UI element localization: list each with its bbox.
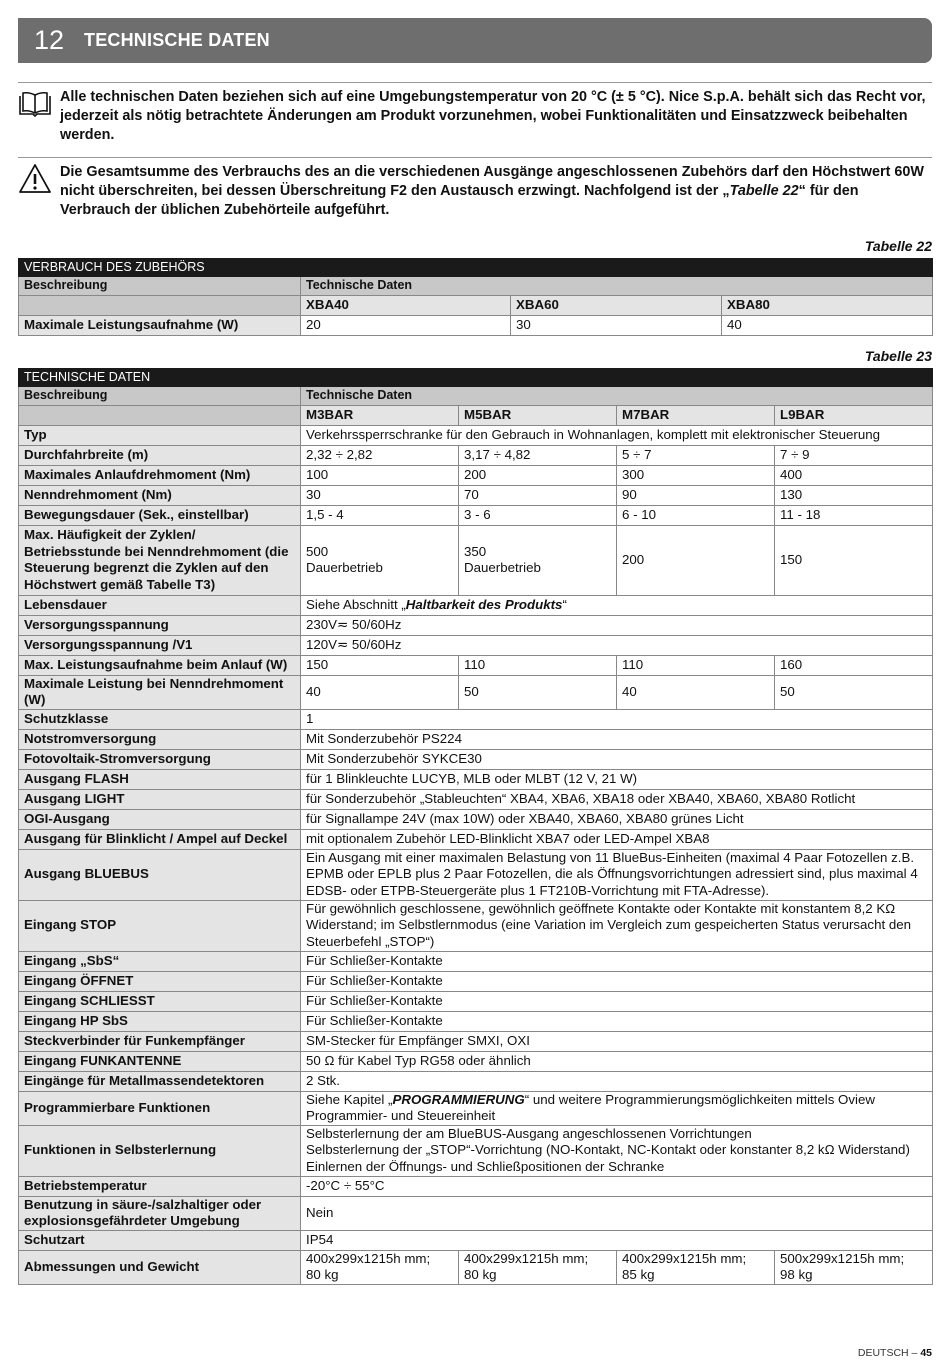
row-value: Für Schließer-Kontakte [301, 971, 933, 991]
table-row [19, 1230, 933, 1250]
row-label: Typ [19, 425, 301, 445]
row-value: 110 [459, 655, 617, 675]
row-value: 40 [722, 315, 933, 335]
table-row [19, 505, 933, 525]
table22-section-title: VERBRAUCH DES ZUBEHÖRS [19, 259, 933, 277]
row-value: für Signallampe 24V (max 10W) oder XBA40, XBA60, XBA80 grünes Licht [301, 809, 933, 829]
table-row [19, 1125, 933, 1176]
row-label: Eingang HP SbS [19, 1011, 301, 1031]
warning-text: Die Gesamtsumme des Verbrauchs des an die verschiedenen Ausgänge angeschlossenen Zubehörs darf den Höchstwert 60W nicht überschreiten, bei dessen Überschreitung F2 den Austausch erzwingt. Nachfolgend ist der „Tabelle 22“ für den Verbrauch der üblichen Zubehörteile aufgeführt. [60, 164, 924, 218]
row-value: 400 [775, 465, 933, 485]
table23-data-header: Technische Daten [301, 386, 933, 405]
row-value: Mit Sonderzubehör PS224 [301, 729, 933, 749]
row-label: Benutzung in säure-/salzhaltiger oder explosionsgefährdeter Umgebung [19, 1196, 301, 1230]
table23-desc-header: Beschreibung [19, 386, 301, 405]
row-value: Für Schließer-Kontakte [301, 991, 933, 1011]
row-value: Für Schließer-Kontakte [301, 951, 933, 971]
row-value: 5 ÷ 7 [617, 445, 775, 465]
row-label: Eingang „SbS“ [19, 951, 301, 971]
row-value: 7 ÷ 9 [775, 445, 933, 465]
warning-notice [18, 157, 932, 225]
accessory-consumption-table [18, 258, 933, 336]
row-value: 3 - 6 [459, 505, 617, 525]
row-label: Funktionen in Selbsterlernung [19, 1125, 301, 1176]
table-row [19, 1071, 933, 1091]
row-label: Steckverbinder für Funkempfänger [19, 1031, 301, 1051]
table22-group-header [19, 276, 933, 295]
row-value: Ein Ausgang mit einer maximalen Belastung von 11 BlueBus-Einheiten (maximal 4 Paar Fotozellen z.B. EPMB oder EPLB plus 2 Paar Fotozellen, die als Öffnungsvorrichtungen adressiert sind, plus maximal 4 EDSB- oder ETPB-Steuergeräte plus 1 FT210B-Vorrichtung mit FTA-Adresse). [301, 849, 933, 900]
row-value: 400x299x1215h mm; 80 kg [459, 1250, 617, 1284]
technical-data-table [18, 368, 933, 1285]
section-title: TECHNISCHE DATEN [84, 30, 270, 50]
row-value: 150 [775, 525, 933, 595]
model-header: XBA80 [722, 295, 933, 315]
model-header: M3BAR [301, 405, 459, 425]
row-value: Verkehrssperrschranke für den Gebrauch in Wohnanlagen, komplett mit elektronischer Steuerung [301, 425, 933, 445]
row-value: mit optionalem Zubehör LED-Blinklicht XBA7 oder LED-Ampel XBA8 [301, 829, 933, 849]
table-row [19, 900, 933, 951]
row-value: Siehe Kapitel „PROGRAMMIERUNG“ und weitere Programmierungsmöglichkeiten mittels Oview Programmier- und Steuereinheit [301, 1091, 933, 1125]
row-label: OGI-Ausgang [19, 809, 301, 829]
table-row [19, 749, 933, 769]
row-value: Selbsterlernung der am BlueBUS-Ausgang angeschlossenen Vorrichtungen Selbsterlernung der „STOP“-Vorrichtung (NO-Kontakt, NC-Kontakt oder konstanter 8,2 kΩ Widerstand) Einlernen der Öffnungs- und Schließpositionen der Schranke [301, 1125, 933, 1176]
table-row [19, 655, 933, 675]
table22-caption: Tabelle 22 [864, 238, 932, 254]
row-value: 3,17 ÷ 4,82 [459, 445, 617, 465]
row-label: Eingänge für Metallmassendetektoren [19, 1071, 301, 1091]
row-value: 200 [617, 525, 775, 595]
row-value: 1,5 - 4 [301, 505, 459, 525]
row-value: 50 [775, 675, 933, 709]
row-value: für Sonderzubehör „Stableuchten“ XBA4, XBA6, XBA18 oder XBA40, XBA60, XBA80 Rotlicht [301, 789, 933, 809]
row-label: Eingang STOP [19, 900, 301, 951]
row-label: Eingang FUNKANTENNE [19, 1051, 301, 1071]
table-row [19, 425, 933, 445]
row-value: 30 [511, 315, 722, 335]
note-text: Alle technischen Daten beziehen sich auf eine Umgebungstemperatur von 20 °C (± 5 °C). Nice S.p.A. behält sich das Recht vor, jederzeit als nötig betrachtete Änderungen am Produkt vorzunehmen, wobei Funktionalitäten und Einsatzzweck beibehalten werden. [60, 89, 926, 143]
table-row [19, 1091, 933, 1125]
section-number: 12 [34, 25, 65, 55]
row-value: Siehe Abschnitt „Haltbarkeit des Produkts“ [301, 595, 933, 615]
book-icon [18, 87, 52, 121]
model-header: M5BAR [459, 405, 617, 425]
row-label: Abmessungen und Gewicht [19, 1250, 301, 1284]
table-row [19, 829, 933, 849]
table-row [19, 595, 933, 615]
section-header [18, 18, 932, 63]
table-row [19, 991, 933, 1011]
table-row [19, 635, 933, 655]
row-label: Ausgang BLUEBUS [19, 849, 301, 900]
row-value: Für gewöhnlich geschlossene, gewöhnlich geöffnete Kontakte oder Kontakte mit konstantem 8,2 KΩ Widerstand; im Selbstlernmodus (eine Variation im Vergleich zum gespeicherten Status verursacht den Steuerbefehl „STOP“) [301, 900, 933, 951]
table-row [19, 315, 933, 335]
table-row [19, 465, 933, 485]
model-header: M7BAR [617, 405, 775, 425]
table-row [19, 729, 933, 749]
table22-section-row [19, 259, 933, 277]
table-row [19, 1051, 933, 1071]
row-label: Schutzklasse [19, 709, 301, 729]
row-label: Versorgungsspannung /V1 [19, 635, 301, 655]
row-value: IP54 [301, 1230, 933, 1250]
row-label: Notstromversorgung [19, 729, 301, 749]
table-row [19, 445, 933, 465]
row-label: Max. Häufigkeit der Zyklen/ Betriebsstunde bei Nenndrehmoment (die Steuerung begrenzt die Zyklen auf den Höchstwert gemäß Tabelle T3) [19, 525, 301, 595]
table-row [19, 1176, 933, 1196]
row-label: Betriebstemperatur [19, 1176, 301, 1196]
row-value: 30 [301, 485, 459, 505]
table-row [19, 1011, 933, 1031]
table-row [19, 789, 933, 809]
row-label: Maximale Leistungsaufnahme (W) [19, 315, 301, 335]
row-value: Für Schließer-Kontakte [301, 1011, 933, 1031]
note-notice [18, 82, 932, 144]
model-header: XBA60 [511, 295, 722, 315]
row-label: Maximale Leistung bei Nenndrehmoment (W) [19, 675, 301, 709]
model-header: XBA40 [301, 295, 511, 315]
row-label: Bewegungsdauer (Sek., einstellbar) [19, 505, 301, 525]
table-row [19, 675, 933, 709]
row-value: -20°C ÷ 55°C [301, 1176, 933, 1196]
row-label: Fotovoltaik-Stromversorgung [19, 749, 301, 769]
table22-model-row [19, 295, 933, 315]
table23-caption: Tabelle 23 [864, 348, 932, 364]
table22-desc-header: Beschreibung [19, 276, 301, 295]
row-label: Durchfahrbreite (m) [19, 445, 301, 465]
row-label: Maximales Anlaufdrehmoment (Nm) [19, 465, 301, 485]
row-value: 130 [775, 485, 933, 505]
row-value: 20 [301, 315, 511, 335]
row-label: Eingang ÖFFNET [19, 971, 301, 991]
row-value: 230V≂ 50/60Hz [301, 615, 933, 635]
table-row [19, 525, 933, 595]
warning-icon [18, 162, 52, 196]
row-label: Max. Leistungsaufnahme beim Anlauf (W) [19, 655, 301, 675]
table-row [19, 1196, 933, 1230]
table-row [19, 1031, 933, 1051]
row-value: 500 Dauerbetrieb [301, 525, 459, 595]
row-value: 2,32 ÷ 2,82 [301, 445, 459, 465]
row-value: SM-Stecker für Empfänger SMXI, OXI [301, 1031, 933, 1051]
page-footer: DEUTSCH – 45 [857, 1347, 932, 1359]
table-row [19, 849, 933, 900]
row-value: 50 [459, 675, 617, 709]
row-value: 110 [617, 655, 775, 675]
row-value: 500x299x1215h mm; 98 kg [775, 1250, 933, 1284]
row-label: Ausgang FLASH [19, 769, 301, 789]
table-row [19, 971, 933, 991]
model-header: L9BAR [775, 405, 933, 425]
row-label: Eingang SCHLIESST [19, 991, 301, 1011]
row-value: 40 [617, 675, 775, 709]
row-value: 160 [775, 655, 933, 675]
row-value: 70 [459, 485, 617, 505]
row-value: 1 [301, 709, 933, 729]
table23-model-row [19, 405, 933, 425]
row-value: 200 [459, 465, 617, 485]
row-value: 100 [301, 465, 459, 485]
table-row [19, 485, 933, 505]
row-value: 300 [617, 465, 775, 485]
page-number: 45 [920, 1347, 932, 1359]
row-value: 11 - 18 [775, 505, 933, 525]
row-value: 150 [301, 655, 459, 675]
row-value: Nein [301, 1196, 933, 1230]
row-value: 2 Stk. [301, 1071, 933, 1091]
table22-data-header: Technische Daten [301, 276, 933, 295]
row-label: Ausgang für Blinklicht / Ampel auf Deckel [19, 829, 301, 849]
row-value: 400x299x1215h mm; 85 kg [617, 1250, 775, 1284]
row-value: Mit Sonderzubehör SYKCE30 [301, 749, 933, 769]
row-label: Nenndrehmoment (Nm) [19, 485, 301, 505]
row-label: Schutzart [19, 1230, 301, 1250]
row-value: 50 Ω für Kabel Typ RG58 oder ähnlich [301, 1051, 933, 1071]
row-value: 120V≂ 50/60Hz [301, 635, 933, 655]
row-value: 40 [301, 675, 459, 709]
table-row [19, 769, 933, 789]
row-value: 90 [617, 485, 775, 505]
table23-group-header [19, 386, 933, 405]
row-value: 6 - 10 [617, 505, 775, 525]
row-label: Programmierbare Funktionen [19, 1091, 301, 1125]
row-label: Ausgang LIGHT [19, 789, 301, 809]
row-label: Versorgungsspannung [19, 615, 301, 635]
table-row [19, 709, 933, 729]
table23-section-title: TECHNISCHE DATEN [19, 369, 933, 387]
table-row [19, 615, 933, 635]
row-value: 400x299x1215h mm; 80 kg [301, 1250, 459, 1284]
row-value: für 1 Blinkleuchte LUCYB, MLB oder MLBT (12 V, 21 W) [301, 769, 933, 789]
row-value: 350 Dauerbetrieb [459, 525, 617, 595]
table-row [19, 809, 933, 829]
row-label: Lebensdauer [19, 595, 301, 615]
table-row [19, 951, 933, 971]
table-row [19, 1250, 933, 1284]
table23-section-row [19, 369, 933, 387]
